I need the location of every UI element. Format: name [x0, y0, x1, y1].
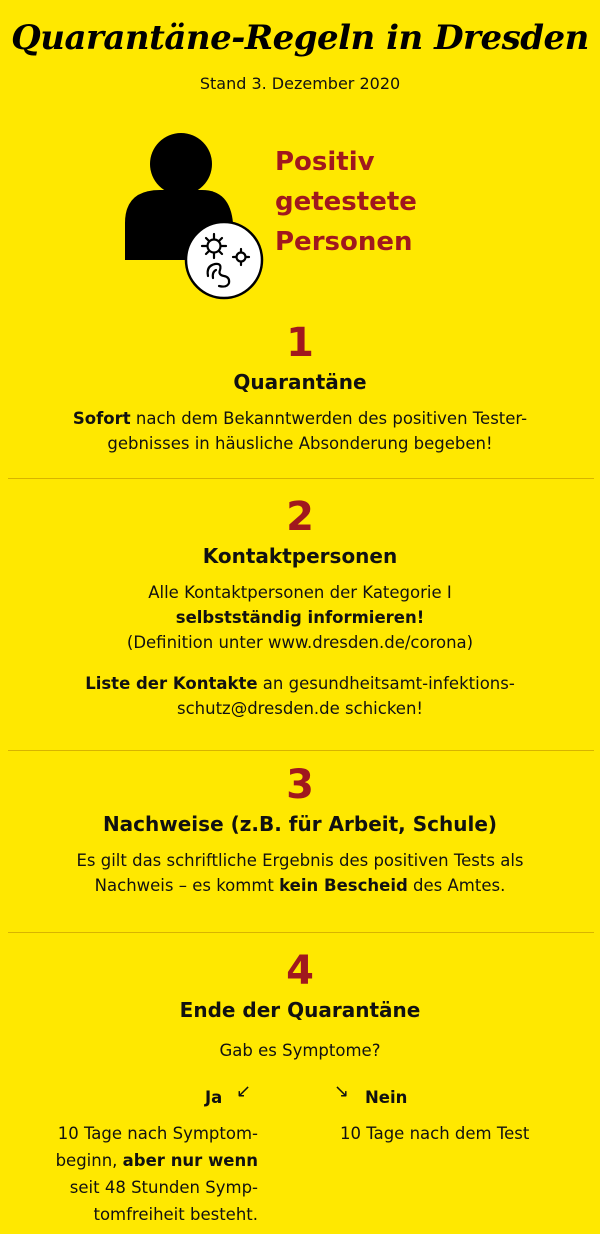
divider	[8, 478, 594, 479]
text-span: beginn,	[55, 1151, 123, 1170]
section-title: Quarantäne	[233, 370, 367, 394]
hero-line-1: Positiv	[275, 147, 375, 177]
text-line: (Definition unter www.dresden.de/corona)	[126, 633, 474, 652]
text-line: seit 48 Stunden Symp-	[69, 1178, 258, 1197]
page-title: Quarantäne-Regeln in Dresden	[11, 18, 589, 58]
text-line: Es gilt das schriftliche Ergebnis des positiven Tests als	[76, 851, 524, 870]
text-line: tomfreiheit besteht.	[93, 1205, 258, 1224]
yes-text	[56, 1120, 258, 1228]
section-quarantine	[0, 320, 600, 456]
divider	[8, 932, 594, 933]
text-bold: Sofort	[72, 409, 131, 428]
section-text	[0, 406, 600, 456]
section-text	[0, 848, 600, 898]
section-number: 1	[286, 320, 314, 366]
no-text: 10 Tage nach dem Test	[340, 1124, 530, 1143]
section-title: Kontaktpersonen	[202, 544, 398, 568]
section-evidence	[0, 762, 600, 898]
section-number: 3	[286, 762, 314, 808]
section-end	[0, 948, 600, 1063]
hero-line-2: getestete	[275, 187, 417, 217]
section-contacts	[0, 494, 600, 721]
yes-label: Ja	[205, 1088, 223, 1107]
section-title: Ende der Quarantäne	[179, 998, 421, 1022]
arrow-down-right-icon: ↘	[334, 1081, 350, 1102]
text-span: Nachweis – es kommt	[94, 876, 280, 895]
text-span: des Amtes.	[407, 876, 506, 895]
text-bold: selbstständig informieren!	[175, 608, 425, 627]
section-text	[0, 580, 600, 655]
text-line: gebnisses in häusliche Absonderung begeben!	[107, 434, 493, 453]
arrow-down-left-icon: ↙	[236, 1081, 252, 1102]
text-bold: Liste der Kontakte	[85, 674, 258, 693]
hero-line-3: Personen	[275, 227, 413, 257]
section-number: 2	[286, 494, 314, 540]
text-span: nach dem Bekanntwerden des positiven Tester-	[130, 409, 528, 428]
text-bold: kein Bescheid	[279, 876, 408, 895]
section-title: Nachweise (z.B. für Arbeit, Schule)	[102, 812, 498, 836]
symptom-question: Gab es Symptome?	[219, 1041, 381, 1060]
text-span: an gesundheitsamt-infektions-	[257, 674, 515, 693]
text-line: schutz@dresden.de schicken!	[176, 699, 424, 718]
person-virus-icon	[120, 128, 270, 303]
section-number: 4	[286, 948, 314, 994]
no-label: Nein	[365, 1088, 408, 1107]
divider	[8, 750, 594, 751]
text-line: Alle Kontaktpersonen der Kategorie I	[148, 583, 452, 602]
section-text-2	[0, 671, 600, 721]
text-bold: aber nur wenn	[122, 1151, 258, 1170]
date-stamp: Stand 3. Dezember 2020	[199, 74, 401, 93]
hero-label	[275, 142, 417, 262]
text-line: 10 Tage nach Symptom-	[57, 1124, 258, 1143]
